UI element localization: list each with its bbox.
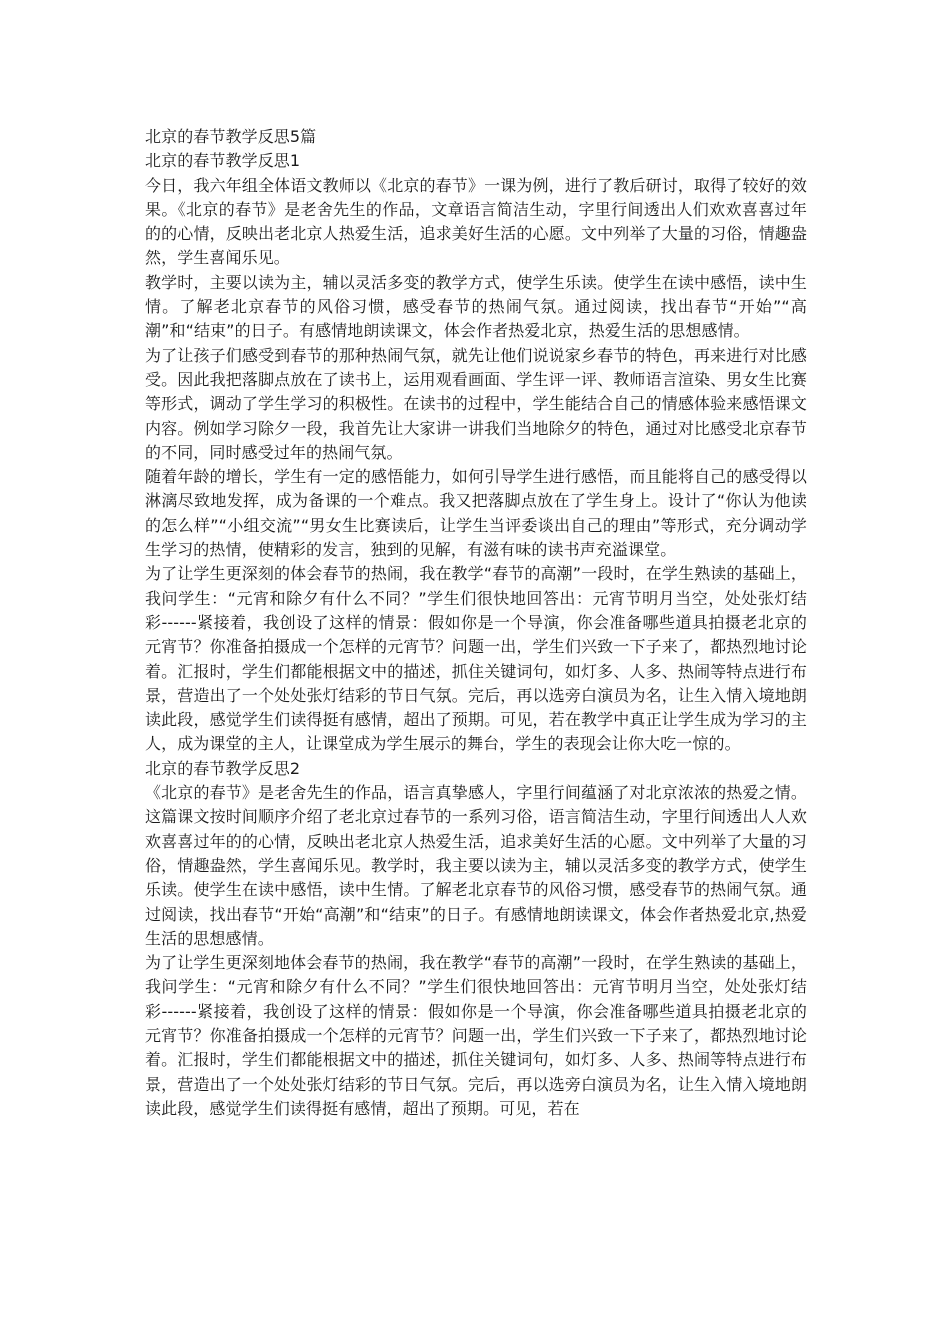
section-1-paragraph: 为了让孩子们感受到春节的那种热闹气氛，就先让他们说说家乡春节的特色，再来进行对比感受。因此我把落脚点放在了读书上，运用观看画面、学生评一评、教师语言渲染、男女生比赛等形式，调动了学生学习的积极性。在读书的过程中，学生能结合自己的情感体验来感悟课文内容。例如学习除夕一段，我首先让大家讲一讲我们当地除夕的特色，通过对比感受北京春节的不同，同时感受过年的热闹气氛。 xyxy=(145,345,807,462)
section-1-paragraph: 今日，我六年组全体语文教师以《北京的春节》一课为例，进行了教后研讨，取得了较好的效果。《北京的春节》是老舍先生的作品，文章语言简洁生动，字里行间透出人们欢欢喜喜过年的的心情，反映出老北京人热爱生活，追求美好生活的心愿。文中列举了大量的习俗，情趣盎然，学生喜闻乐见。 xyxy=(145,175,807,268)
section-1-paragraph: 教学时，主要以读为主，辅以灵活多变的教学方式，使学生乐读。使学生在读中感悟，读中生情。了解老北京春节的风俗习惯，感受春节的热闹气氛。通过阅读，找出春节“开始”“高潮”和“结束”的日子。有感情地朗读课文，体会作者热爱北京，热爱生活的思想感情。 xyxy=(145,272,807,341)
section-2-heading: 北京的春节教学反思2 xyxy=(145,758,301,778)
document-body xyxy=(145,125,807,1121)
section-1-paragraph: 随着年龄的增长，学生有一定的感悟能力，如何引导学生进行感悟，而且能将自己的感受得以淋漓尽致地发挥，成为备课的一个难点。我又把落脚点放在了学生身上。设计了“你认为他读的怎么样”“小组交流”“男女生比赛读后，让学生当评委谈出自己的理由”等形式，充分调动学生学习的热情，使精彩的发言，独到的见解，有滋有味的读书声充溢课堂。 xyxy=(145,467,807,560)
section-2-paragraph: 《北京的春节》是老舍先生的作品，语言真挚感人，字里行间蕴涵了对北京浓浓的热爱之情。这篇课文按时间顺序介绍了老北京过春节的一系列习俗，语言简洁生动，字里行间透出人人欢欢喜喜过年的的心情，反映出老北京人热爱生活，追求美好生活的心愿。文中列举了大量的习俗，情趣盎然，学生喜闻乐见。教学时，我主要以读为主，辅以灵活多变的教学方式，使学生乐读。使学生在读中感悟，读中生情。了解老北京春节的风俗习惯，感受春节的热闹气氛。通过阅读，找出春节“开始“高潮”和“结束”的日子。有感情地朗读课文，体会作者热爱北京,热爱生活的思想感情。 xyxy=(145,783,807,948)
section-1-paragraph: 为了让学生更深刻的体会春节的热闹，我在教学“春节的高潮”一段时，在学生熟读的基础上，我问学生：“元宵和除夕有什么不同？”学生们很快地回答出：元宵节明月当空，处处张灯结彩------紧接着，我创设了这样的情景：假如你是一个导演，你会准备哪些道具拍摄老北京的元宵节？你准备拍摄成一个怎样的元宵节？问题一出，学生们兴致一下子来了，都热烈地讨论着。汇报时，学生们都能根据文中的描述，抓住关键词句，如灯多、人多、热闹等特点进行布景，营造出了一个处处张灯结彩的节日气氛。完后，再以选旁白演员为名，让生入情入境地朗读此段，感觉学生们读得挺有感情，超出了预期。可见，若在教学中真正让学生成为学习的主人，成为课堂的主人，让课堂成为学生展示的舞台，学生的表现会让你大吃一惊的。 xyxy=(145,564,807,754)
section-2-paragraph: 为了让学生更深刻地体会春节的热闹，我在教学“春节的高潮”一段时，在学生熟读的基础上，我问学生：“元宵和除夕有什么不同？”学生们很快地回答出：元宵节明月当空，处处张灯结彩------紧接着，我创设了这样的情景：假如你是一个导演，你会准备哪些道具拍摄老北京的元宵节？你准备拍摄成一个怎样的元宵节？问题一出，学生们兴致一下子来了，都热烈地讨论着。汇报时，学生们都能根据文中的描述，抓住关键词句，如灯多、人多、热闹等特点进行布景，营造出了一个处处张灯结彩的节日气氛。完后，再以选旁白演员为名，让生入情入境地朗读此段，感觉学生们读得挺有感情，超出了预期。可见，若在 xyxy=(145,953,807,1118)
document-title: 北京的春节教学反思5篇 xyxy=(145,127,317,146)
section-1-heading: 北京的春节教学反思1 xyxy=(145,151,301,171)
